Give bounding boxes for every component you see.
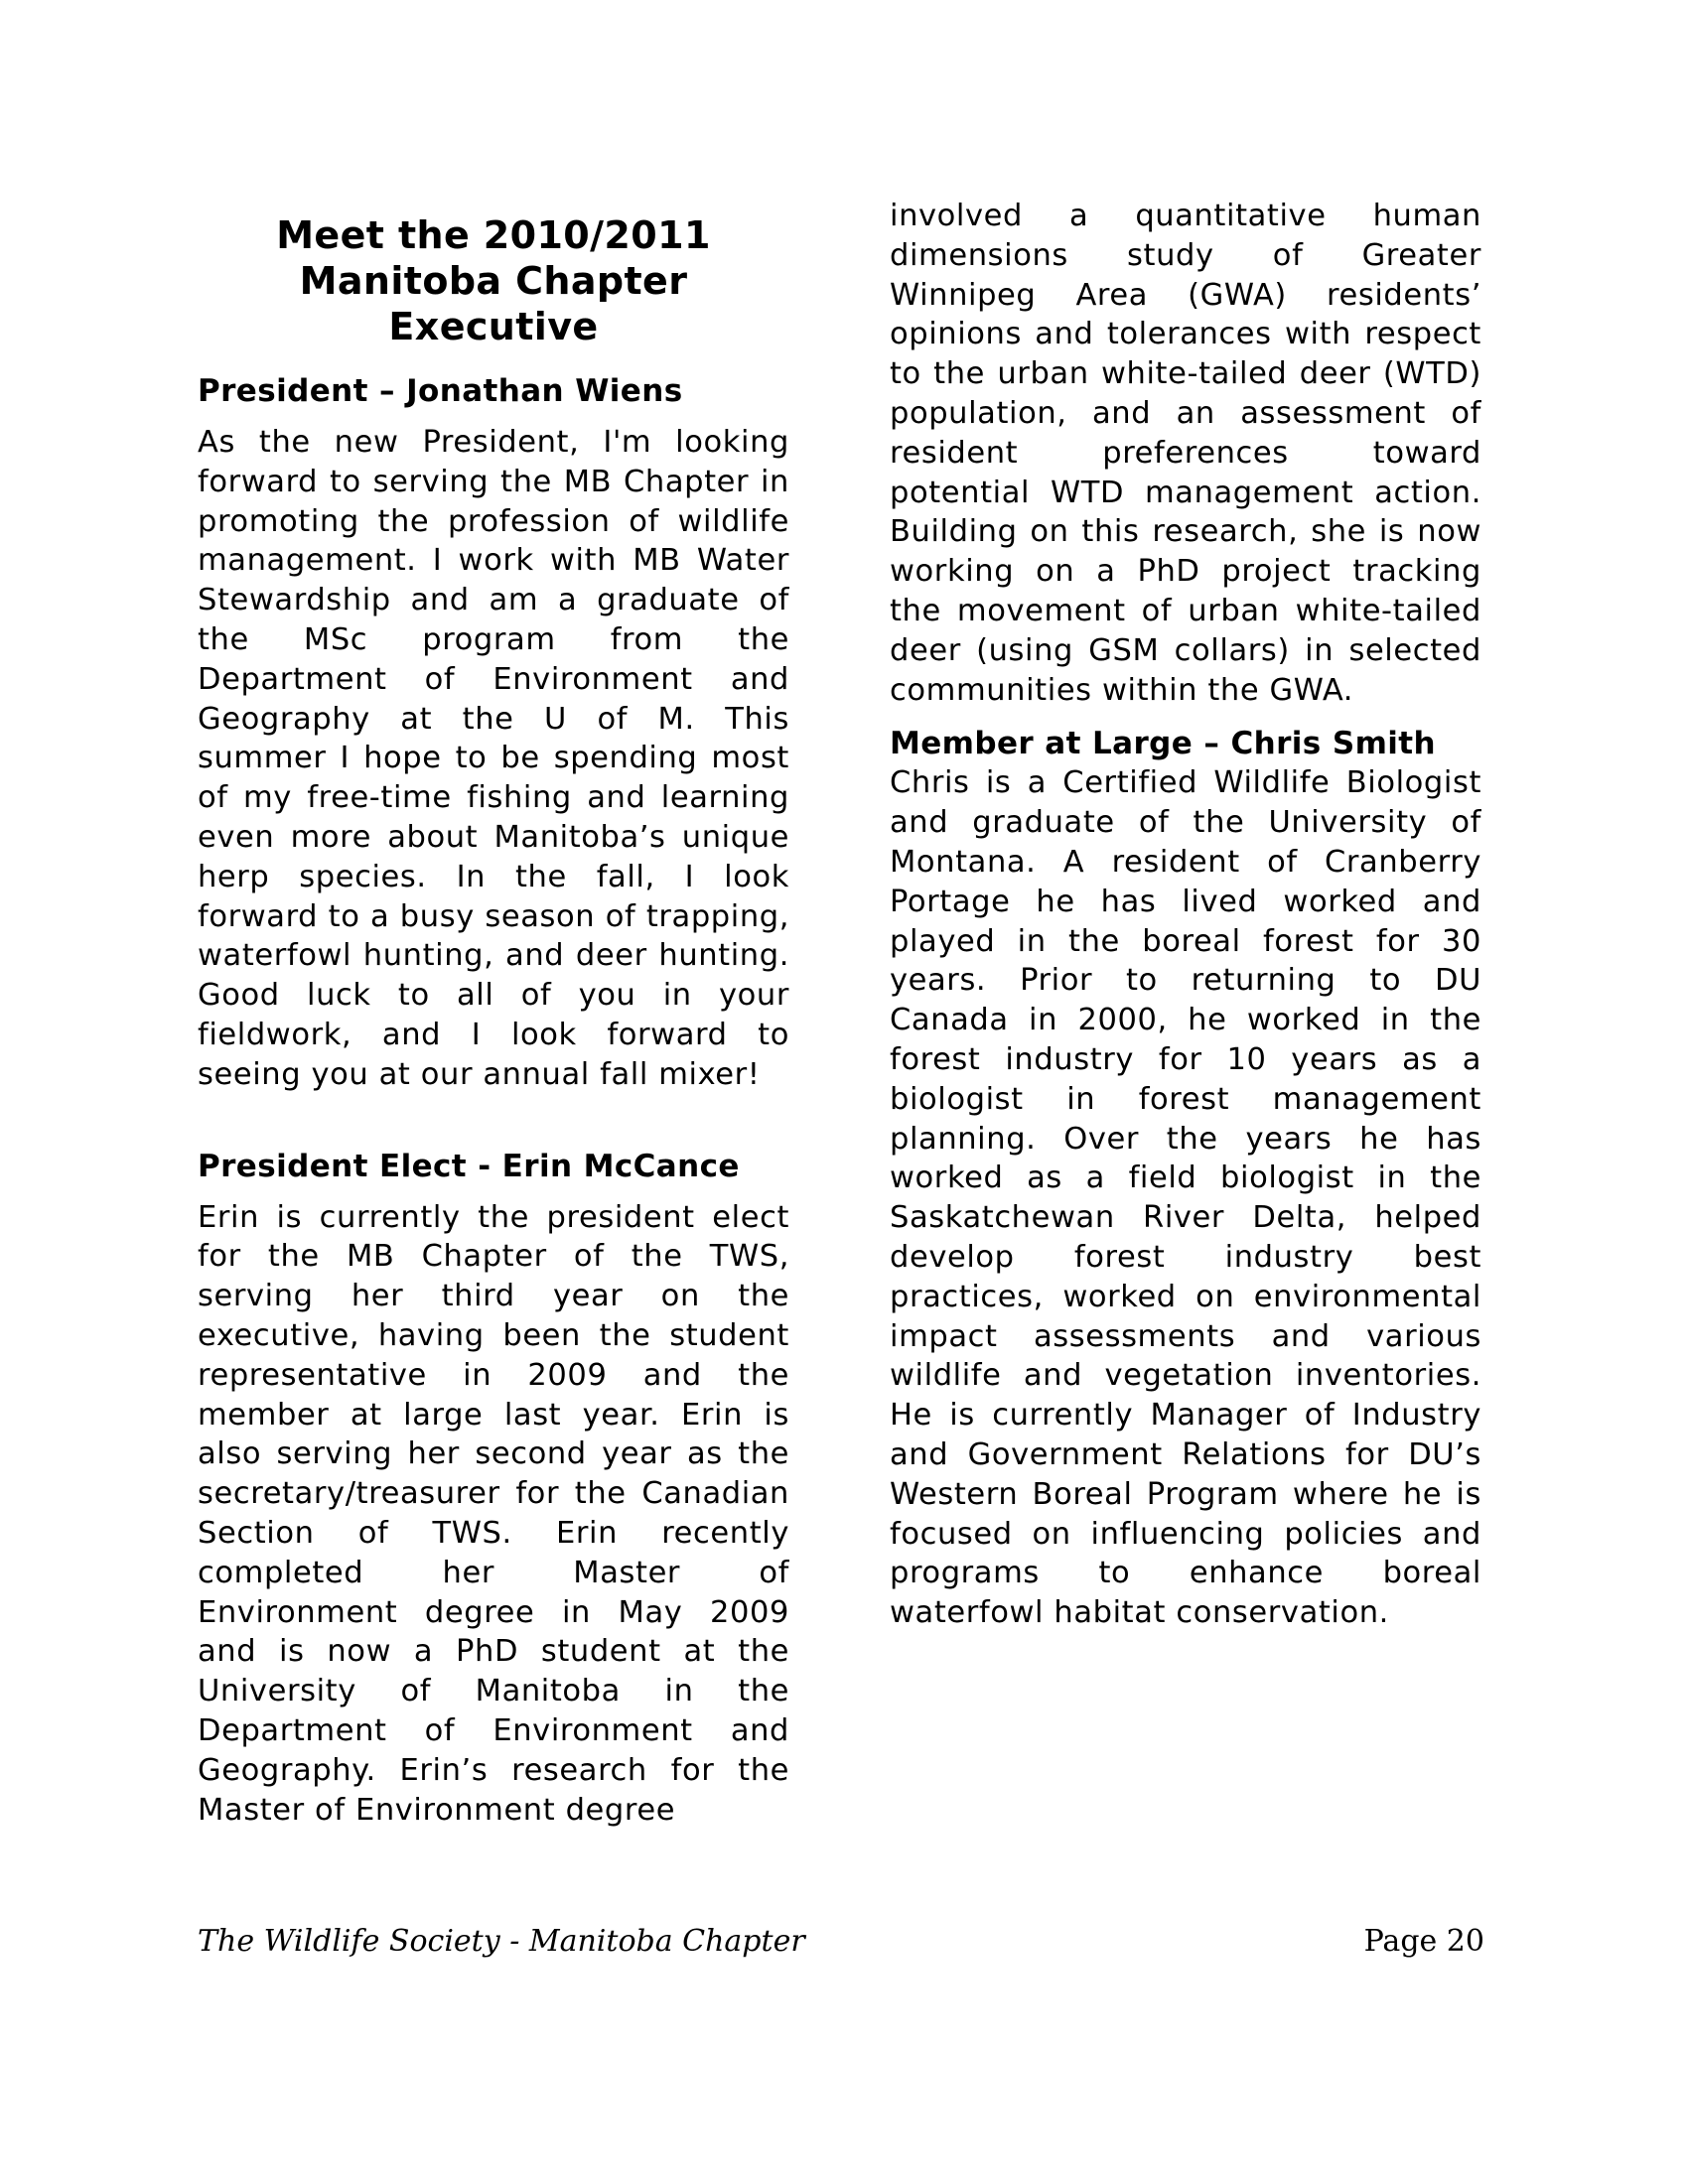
president-body: As the new President, I'm looking forward to serving the MB Chapter in promoting the profession of wildlife management. I work with MB Water Stewardship and am a graduate of the MSc program from the Department of Environment and Geography at the U of M. This summer I hope to be spending most of my free-time fishing and learning even more about Manitoba’s unique herp species. In the fall, I look forward to a busy season of trapping, waterfowl hunting, and deer hunting. Good luck to all of you in your fieldwork, and I look forward to seeing you at our annual fall mixer!	[198, 425, 789, 1092]
footer-page-number: Page 20	[1363, 1924, 1484, 1959]
president-elect-heading: President Elect - Erin McCance	[198, 1148, 740, 1184]
president-heading: President – Jonathan Wiens	[198, 373, 683, 409]
article-title: Meet the 2010/2011 Manitoba Chapter Executive	[276, 213, 711, 348]
section-spacer	[198, 1095, 789, 1147]
member-at-large-heading: Member at Large – Chris Smith	[890, 726, 1436, 762]
president-elect-body-part1: Erin is currently the president elect for the MB Chapter of the TWS, serving her third year on the executive, having been the student representative in 2009 and the member at large last year. Erin is also serving her second year as the secretary/treasurer for the Canadian Section of TWS. Erin recently completed her Master of Environment degree in May 2009 and is now a PhD student at the University of Manitoba in the Department of Environment and Geography. Erin’s research for the Master of Environment degree	[198, 1199, 789, 1828]
president-elect-body-part2: involved a quantitative human dimensions study of Greater Winnipeg Area (GWA) residents’ opinions and tolerances with respect to the urban white-tailed deer (WTD) population, and an assessment of resident preferences toward potential WTD management action. Building on this research, she is now working on a PhD project tracking the movement of urban white-tailed deer (using GSM collars) in selected communities within the GWA.	[890, 199, 1481, 708]
member-at-large-body: Chris is a Certified Wildlife Biologist and graduate of the University of Montana. A resident of Cranberry Portage he has lived worked and played in the boreal forest for 30 years. Prior to returning to DU Canada in 2000, he worked in the forest industry for 10 years as a biologist in forest management planning. Over the years he has worked as a field biologist in the Saskatchewan River Delta, helped develop forest industry best practices, worked on environmental impact assessments and various wildlife and vegetation inventories. He is currently Manager of Industry and Government Relations for DU’s Western Boreal Program where he is focused on influencing policies and programs to enhance boreal waterfowl habitat conservation.	[890, 765, 1481, 1631]
left-column	[198, 199, 789, 1830]
footer-publication: The Wildlife Society - Manitoba Chapter	[198, 1924, 805, 1959]
right-column	[890, 197, 1481, 1633]
